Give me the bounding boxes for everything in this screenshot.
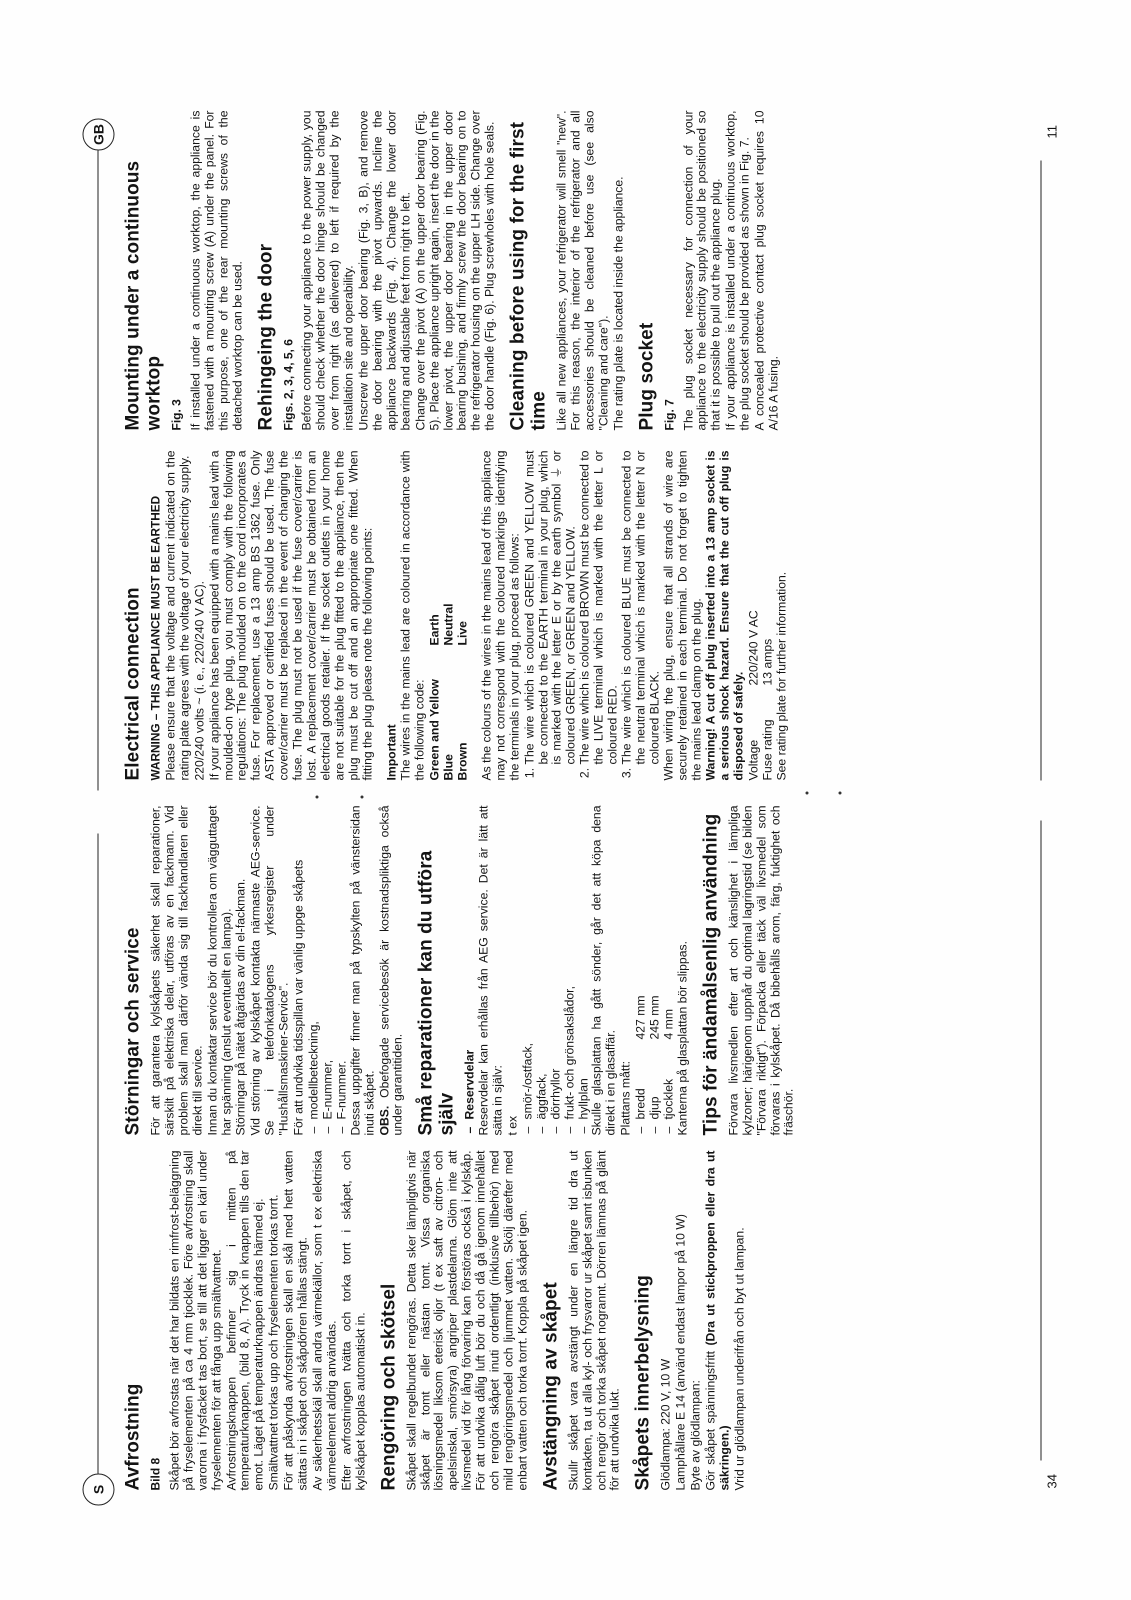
paragraph: För att undvika tidsspillan var vänlig uppge skåpets bbox=[291, 859, 306, 1135]
spec-line: Lamphållare E 14 (använd endast lampor på 10 W) bbox=[673, 1213, 688, 1490]
wire-code-table bbox=[428, 450, 470, 780]
paragraph: Change over the pivot (A) on the upper door bearing (Fig. 5). Place the appliance upright again, insert the door in the lower pivot, the upper door bearing in the upper door bearing bushing, and firmly screw the door bearing on to the refrigerator housing on the upper LH side. Change over the door handle (Fig. 6). Plug screwholes with hole seals. bbox=[412, 110, 497, 430]
list-item: – frukt- och grönsakslådor, bbox=[563, 805, 577, 1119]
paragraph: If your appliance is installed under a continuous worktop, the plug socket should be provided as shown in Fig. 7. bbox=[723, 110, 752, 430]
column-1 bbox=[122, 1150, 748, 1490]
spec-value: 13 amps bbox=[760, 638, 775, 685]
paragraph: Av säkerhetsskäl skall andra värmekällor, som t ex elektriska värmeelement aldrig användas. bbox=[309, 1150, 338, 1490]
wiring-step: 1. The wire which is coloured GREEN and YELLOW must be connected to the EARTH terminal in your plug, which is marked with the letter E or by the earth symbol ⏚ or coloured GREEN, or GREEN and YELLOW. bbox=[523, 450, 579, 764]
text: Obefogade servicebesök är kostnadspliktiga också under garantitiden. bbox=[376, 805, 405, 1135]
section-title-rengoring: Rengöring och skötsel bbox=[377, 1283, 399, 1490]
scan-speck bbox=[838, 791, 841, 794]
spec-line: Vrid ur glödlampan underifrån och byt ut lampan. bbox=[731, 1226, 746, 1490]
section-title-cleaning: Cleaning before using for the first time bbox=[507, 121, 550, 430]
list-item: – smör-/ostfack, bbox=[521, 805, 535, 1119]
paragraph bbox=[378, 805, 406, 1135]
bold-text: OBS. bbox=[376, 1105, 391, 1135]
paragraph: Reservdelar kan erhållas från AEG service. Det är lätt att sätta in själv: bbox=[476, 805, 505, 1135]
dimension-label: – tjocklek bbox=[661, 1078, 675, 1119]
page-number-right: 11 bbox=[1044, 124, 1059, 138]
section-title-plug-socket: Plug socket bbox=[635, 322, 657, 430]
important-heading: Important bbox=[383, 723, 398, 780]
section-title-avstangning: Avstängning av skåpet bbox=[539, 1281, 561, 1490]
dimension-value: 4 mm bbox=[661, 1008, 675, 1039]
paragraph: The rating plate is located inside the appliance. bbox=[610, 175, 625, 430]
paragraph: Innan du kontaktar service bör du kontrollera om vägguttaget har spänning (anslut eventuellt en lampa). bbox=[204, 805, 233, 1135]
list-item bbox=[648, 805, 662, 1119]
language-badge-english bbox=[82, 118, 114, 150]
scan-speck bbox=[805, 791, 808, 794]
badge-label: S bbox=[90, 1484, 106, 1494]
spare-parts-heading bbox=[463, 805, 477, 1135]
paragraph: Avfrostningsknappen befinner sig i mitten på temperaturknappen, (bild 8, A). Tryck in knappen tills den tar emot. Läget på temperaturknappen ändras härmed ej. bbox=[223, 1150, 266, 1490]
wire-function: Neutral bbox=[441, 603, 456, 645]
dimension-label: – djup bbox=[647, 1095, 662, 1119]
wiring-step: 3. The wire which is coloured BLUE must be connected to the neutral terminal which is marked with the letter N or coloured BLACK. bbox=[620, 450, 662, 764]
warning-heading: WARNING – THIS APPLIANCE MUST BE EARTHED bbox=[148, 495, 162, 780]
paragraph: Vid störning av kylskåpet kontakta närmaste AEG-service. Se i telefonkatalogens yrkesregister under "Hushållsmaskiner-Service". bbox=[248, 805, 291, 1135]
paragraph: Plattans mått: bbox=[618, 1060, 633, 1135]
section-title-tips: Tips för ändamålsenlig användning bbox=[699, 813, 721, 1135]
wire-colour: Green and Yellow bbox=[427, 678, 442, 780]
list-item: – F-nummer. bbox=[335, 805, 349, 1119]
footer-rule-right bbox=[1040, 160, 1041, 780]
list-item: – E-nummer, bbox=[321, 805, 335, 1119]
paragraph: A concealed protective contact plug socket requires 10 A/16 A fusing. bbox=[752, 110, 780, 430]
paragraph: Unscrew the upper door bearing (Fig. 3, B), and remove the door bearing with the pivot upwards. Incline the appliance backwards (Fig. 4). Change the lower door bearing and adjustable feet from right to left. bbox=[356, 110, 412, 430]
paragraph: The wires in the mains lead are coloured in accordance with the following code: bbox=[398, 450, 427, 780]
wire-colour: Brown bbox=[455, 742, 470, 780]
dimension-label: – bredd bbox=[633, 1087, 648, 1119]
wiring-steps bbox=[523, 450, 662, 780]
footer-rule-left bbox=[1040, 820, 1041, 1460]
paragraph: t ex bbox=[505, 1115, 520, 1135]
badge-label: GB bbox=[90, 123, 106, 145]
list-item: – hyllplan bbox=[577, 805, 591, 1119]
list-item bbox=[634, 805, 648, 1119]
dimension-value: 427 mm bbox=[633, 994, 648, 1039]
bold-text: (Dra ut stickproppen eller dra ut säkringen.) bbox=[703, 1150, 731, 1490]
page-number-left: 34 bbox=[1044, 1473, 1059, 1488]
wiring-step: 2. The wire which is coloured BROWN must be connected to the LIVE terminal which is marked with the letter L or coloured RED. bbox=[578, 450, 620, 764]
wire-colour: Blue bbox=[441, 753, 456, 780]
scan-speck bbox=[315, 795, 318, 798]
spec-label: Fuse rating bbox=[760, 719, 775, 780]
scan-speck bbox=[360, 795, 363, 798]
warning-paragraph: Warning! A cut off plug inserted into a 13 amp socket is a serious shock hazard. Ensure that the cut off plug is disposed of safely. bbox=[703, 450, 746, 780]
paragraph: Dessa uppgifter finner man på typskylten på vänstersidan inuti skåpet. bbox=[347, 805, 376, 1135]
paragraph: För att påskynda avfrostningen skall en skål med hett vatten sättas in i skåpet och skåpdörren hållas stängt. bbox=[281, 1150, 310, 1490]
paragraph: The plug socket necessary for connection of your appliance to the electricity supply should be positioned so that it is possible to pull out the appliance plug. bbox=[680, 110, 723, 430]
paragraph: Förvara livsmedlen efter art och känslighet i lämpliga kylzoner; härigenom uppnår du optimal lagringstid (se bilden "Förvara riktigt"). Förpacka eller täck väl livsmedel som förvaras i kylskåpet. Då bibehålls arom, färg, fuktighet och fräschör. bbox=[725, 805, 796, 1135]
model-info-list bbox=[307, 805, 349, 1135]
paragraph: Kanterna på glasplattan bör slippas. bbox=[674, 940, 689, 1135]
paragraph: Smältvattnet torkas upp och fryselementen torkas torrt. bbox=[266, 1193, 281, 1490]
list-item: – Reservdelar bbox=[463, 805, 477, 1119]
paragraph: If installed under a continuous worktop, the appliance is fastened with a mounting screw (A) under the panel. For this purpose, one of the rear mounting screws of the detached worktop can be used. bbox=[187, 110, 244, 430]
paragraph: Skullr skåpet vara avstängt under en längre tid dra ut kontakten, ta ut alla kyl- och frysvaror ur skåpet samt isbunken och rengör och torka skåpet nogrannt. Dörren lämnas på glänt för att undvika lukt. bbox=[565, 1150, 622, 1490]
spec-line: Glödlampa: 220 V, 10 W bbox=[658, 1358, 673, 1490]
figure-ref: Fig. 7 bbox=[661, 398, 676, 430]
paragraph: See rating plate for further information. bbox=[773, 571, 788, 780]
list-item: – dörrhyllor bbox=[549, 805, 563, 1119]
figure-ref: Fig. 3 bbox=[169, 398, 183, 430]
paragraph: Skulle glasplattan ha gått sönder, går det att köpa dena direkt i en glasaffär. bbox=[589, 805, 618, 1135]
section-title-avfrostning: Avfrostning bbox=[122, 1382, 143, 1490]
paragraph: 220/240 volts ~ (i. e., 220/240 V AC). bbox=[191, 580, 206, 780]
spec-line: Byte av glödlampan: bbox=[688, 1379, 703, 1490]
section-title-storningar: Störningar och service bbox=[122, 926, 143, 1135]
dimension-value: 245 mm bbox=[647, 994, 662, 1039]
text: Gör skåpet spänningsfritt bbox=[703, 1345, 718, 1490]
spare-parts-list bbox=[521, 805, 591, 1135]
list-item bbox=[662, 805, 676, 1119]
language-badge-swedish bbox=[82, 1473, 114, 1505]
paragraph: Skåpet bör avfrostas när det har bildats en rimfrost-beläggning på fryselementen på ca 4 mm tjocklek. Före avfrostning skall varorna i frysfacket tas bort, se till att det ligger en kärl under fryselementen för att fånga upp smältvattnet. bbox=[166, 1150, 223, 1490]
paragraph: Please ensure that the voltage and current indicated on the rating plate agrees with the voltage of your electricity supply. bbox=[162, 450, 191, 780]
section-title-mounting: Mounting under a continuous worktop bbox=[122, 160, 164, 430]
column-4 bbox=[122, 110, 782, 430]
section-title-sma-reparationer: Små reparationer kan du utföra själv bbox=[415, 850, 458, 1135]
wire-function: Earth bbox=[427, 613, 442, 645]
wire-function: Live bbox=[455, 620, 470, 645]
spec-label: Voltage bbox=[746, 739, 761, 780]
spec-table bbox=[747, 450, 775, 780]
figure-ref: Figs. 2, 3, 4, 5, 6 bbox=[280, 338, 295, 430]
paragraph: Skåpet skall regelbundet rengöras. Detta sker lämpligtvis när skåpet är tomt eller nästan tomt. Vissa organiska lösningsmedel liksom eterisk oljor (t ex saft av citron- och apelsinskal, smörsyra) angriper plastdelarna. Glöm inte att livsmedel vid för lång förvaring kan förstöras också i kylskåp. För att undvika dålig luft bör du och då gå igenom innehållet och rengöra skåpet inuti ordentligt (inklusive tillbehör) med mild rengöringsmedel och ljummet vatten. Skölj därefter med enbart vatten och torka torrt. Koppla på skåpet igen. bbox=[403, 1150, 529, 1490]
paragraph: Efter avfrostningen tvätta och torka torrt i skåpet, och kylskåpet kopplas automatiskt in. bbox=[338, 1150, 367, 1490]
section-title-innerbelysning: Skåpets innerbelysning bbox=[632, 1274, 654, 1490]
header-rule-right bbox=[97, 150, 98, 790]
figure-ref: Bild 8 bbox=[148, 1457, 162, 1490]
paragraph: Störningar på nätet åtgärdas av din el-fackman. bbox=[233, 878, 248, 1135]
section-title-electrical: Electrical connection bbox=[122, 586, 143, 780]
header-rule-left bbox=[97, 833, 98, 1473]
spec-value: 220/240 V AC bbox=[746, 609, 761, 685]
spec-line bbox=[704, 1150, 732, 1490]
paragraph: Before connecting your appliance to the power supply, you should check whether the door hinge should be changed over from right (as delivered) to left if required by the installation site and operability. bbox=[299, 110, 356, 430]
paragraph: If your appliance has been equipped with a mains lead with a moulded-on type plug, you must comply with the following regulations: The plug moulded on to the cord incorporates a fuse. For replacement, use a 13 amp BS 1362 fuse. Only ASTA approved or certified fuses should be used. The fuse cover/carrier must be replaced in the event of changing the fuse. The plug must not be used if the fuse cover/carrier is lost. A replacement cover/carrier must be obtained from an electrical goods retailer. If the socket outlets in your home are not suitable for the plug fitted to the appliance, then the plug must be cut off and an appropriate one fitted. When fitting the plug please note the following points: bbox=[206, 450, 374, 780]
paragraph: When wiring the plug, ensure that all strands of wire are securely retained in each terminal. Do not forget to tighten the mains lead clamp on the plug. bbox=[660, 450, 703, 780]
list-item: – äggfack, bbox=[535, 805, 549, 1119]
glass-dimensions-list bbox=[634, 805, 676, 1135]
section-title-rehinge: Rehingeing the door bbox=[254, 243, 276, 430]
paragraph: As the colours of the wires in the mains lead of this appliance may not correspond with the coloured markings identifying the terminals in your plug, proceed as follows: bbox=[478, 450, 521, 780]
paragraph: Like all new appliances, your refrigerator will smell "new". For this reason, the interior of the refrigerator and all accessories should be cleaned before use (see also "Cleaning and care"). bbox=[554, 110, 610, 430]
column-3 bbox=[122, 450, 790, 780]
paragraph: För att garantera kylskåpets säkerhet skall reparationer, särskilt på elektriska delar, utföras av en fackmann. Vid problem skall man därför vända sig till fackhandlaren eller direkt till service. bbox=[148, 805, 204, 1135]
column-2 bbox=[122, 805, 797, 1135]
list-item: – modellbeteckning, bbox=[307, 805, 321, 1119]
